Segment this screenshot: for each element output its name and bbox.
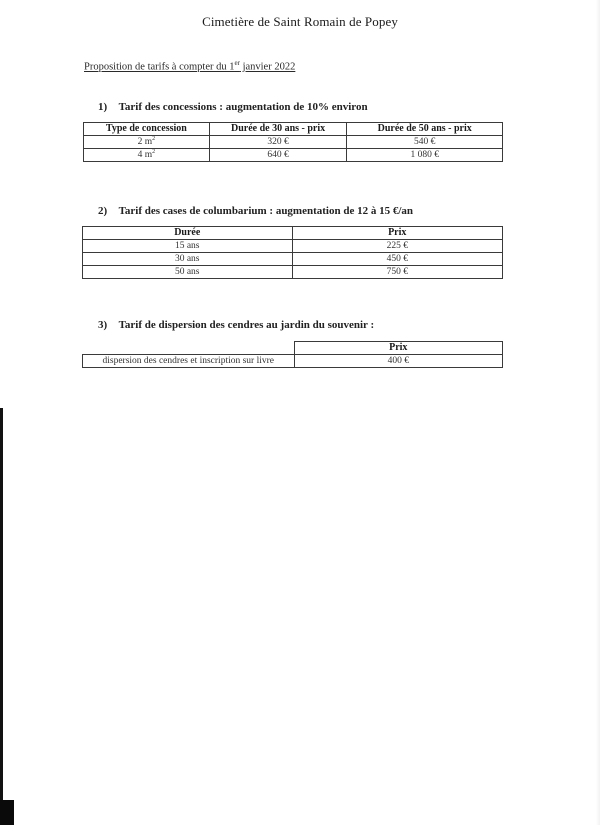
section-3-heading	[98, 319, 374, 331]
concession-type: 4 m	[137, 150, 153, 160]
scan-dark-corner	[0, 800, 14, 825]
concessions-table	[83, 122, 503, 162]
section-2-title: Tarif des cases de columbarium : augmentation de 12 à 15 €/an	[118, 205, 414, 217]
price-30-cell: 640 €	[209, 149, 347, 162]
price-50-cell: 1 080 €	[347, 149, 503, 162]
concession-type-cell	[84, 149, 210, 162]
table-header-row	[83, 227, 503, 240]
section-3-number: 3)	[98, 319, 108, 331]
column-header: Prix	[292, 227, 503, 240]
area-superscript: 2	[152, 135, 156, 142]
price-cell: 400 €	[294, 355, 502, 368]
concession-type-cell	[84, 136, 210, 149]
column-header: Type de concession	[84, 123, 210, 136]
dispersion-table	[82, 341, 503, 368]
column-header: Durée de 50 ans - prix	[347, 123, 503, 136]
scan-dark-edge	[0, 408, 3, 825]
section-1-title: Tarif des concessions : augmentation de 10% environ	[118, 101, 368, 113]
table-row	[83, 240, 503, 253]
concession-type: 2 m	[137, 137, 153, 147]
table-header-row	[84, 123, 503, 136]
price-50-cell: 540 €	[347, 136, 503, 149]
column-header: Durée	[83, 227, 293, 240]
column-header: Durée de 30 ans - prix	[209, 123, 347, 136]
area-superscript: 2	[152, 148, 156, 155]
column-header: Prix	[294, 342, 502, 355]
price-cell: 225 €	[292, 240, 503, 253]
section-2-number: 2)	[98, 205, 108, 217]
table-row	[84, 136, 503, 149]
columbarium-table	[82, 226, 503, 279]
subtitle-date: janvier 2022	[239, 61, 296, 73]
duration-cell: 30 ans	[83, 253, 293, 266]
subtitle-text: Proposition de tarifs à compter du 1	[84, 61, 235, 73]
duration-cell: 50 ans	[83, 266, 293, 279]
empty-header-cell	[83, 342, 295, 355]
service-label-cell: dispersion des cendres et inscription sur livre	[83, 355, 295, 368]
scan-right-edge	[596, 0, 600, 825]
price-cell: 450 €	[292, 253, 503, 266]
price-cell: 750 €	[292, 266, 503, 279]
table-header-row	[83, 342, 503, 355]
table-row	[83, 253, 503, 266]
price-30-cell: 320 €	[209, 136, 347, 149]
section-1-number: 1)	[98, 101, 108, 113]
duration-cell: 15 ans	[83, 240, 293, 253]
table-row	[83, 355, 503, 368]
subtitle-superscript: er	[234, 59, 240, 67]
page-title: Cimetière de Saint Romain de Popey	[202, 14, 398, 29]
page-subtitle	[84, 59, 295, 73]
section-2-heading	[98, 205, 413, 217]
section-3-title: Tarif de dispersion des cendres au jardin du souvenir :	[118, 319, 375, 331]
table-row	[84, 149, 503, 162]
table-row	[83, 266, 503, 279]
section-1-heading	[98, 101, 368, 113]
